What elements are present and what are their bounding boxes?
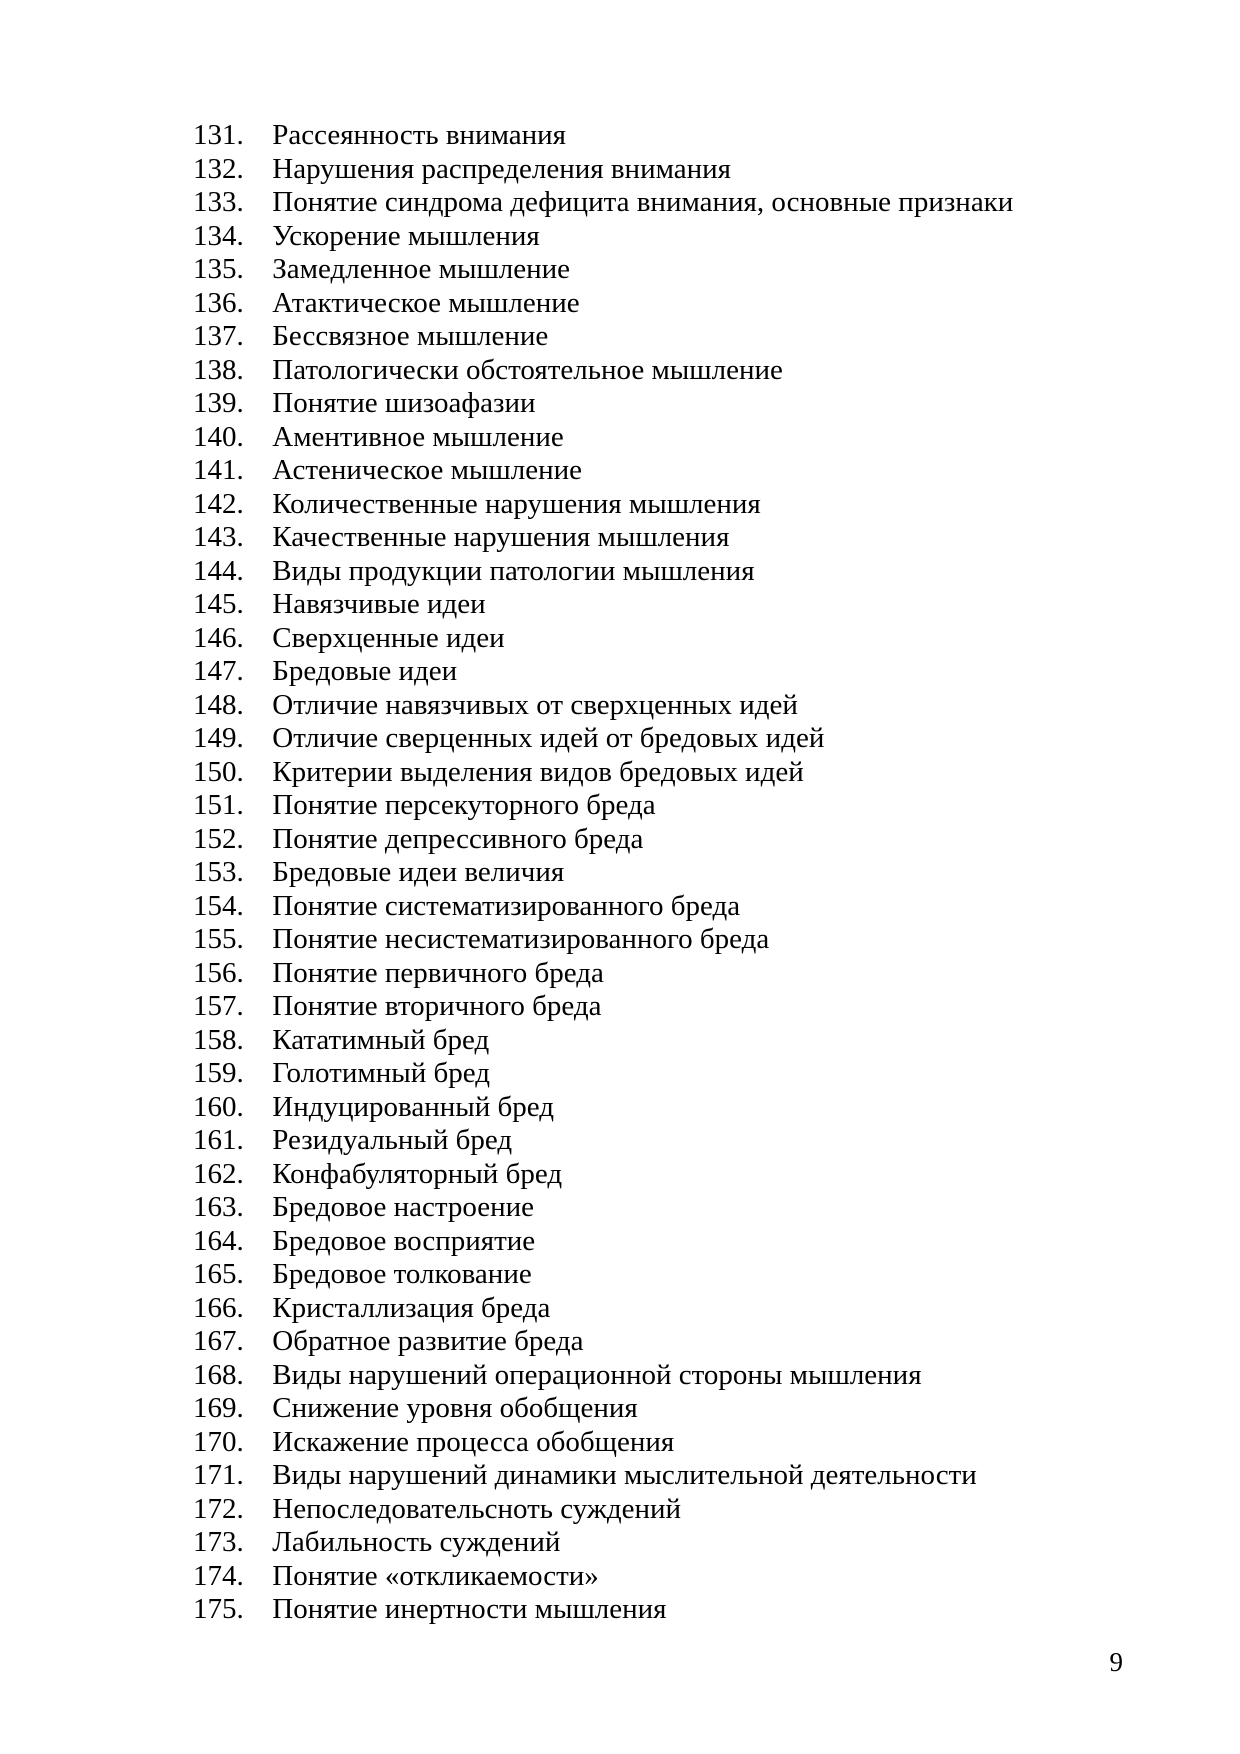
item-text: Бессвязное мышление xyxy=(272,320,549,352)
item-text: Резидуальный бред xyxy=(272,1124,513,1156)
item-text: Замедленное мышление xyxy=(272,253,571,285)
item-text: Виды нарушений динамики мыслительной деятельности xyxy=(272,1459,977,1491)
item-text: Снижение уровня обобщения xyxy=(272,1392,638,1424)
item-text: Понятие синдрома дефицита внимания, основные признаки xyxy=(272,186,1014,218)
question-list xyxy=(193,119,1053,1627)
item-text: Аментивное мышление xyxy=(272,420,564,453)
item-number: 150. xyxy=(193,755,244,788)
item-text: Ускорение мышления xyxy=(272,219,540,252)
item-text: Понятие вторичного бреда xyxy=(272,990,602,1022)
item-number: 157. xyxy=(193,990,244,1022)
item-number: 172. xyxy=(193,1492,244,1525)
item-text: Отличие навязчивых от сверхценных идей xyxy=(272,688,798,721)
list-item xyxy=(193,454,1053,488)
item-text: Бредовое восприятие xyxy=(272,1224,536,1257)
item-number: 140. xyxy=(193,420,244,453)
item-text: Понятие систематизированного бреда xyxy=(272,889,741,922)
list-item xyxy=(193,655,1053,689)
item-text: Непоследовательсноть суждений xyxy=(272,1492,682,1525)
item-text: Качественные нарушения мышления xyxy=(272,521,730,553)
list-item xyxy=(193,588,1053,622)
list-item xyxy=(193,220,1053,254)
list-item xyxy=(193,119,1053,153)
list-item xyxy=(193,1124,1053,1158)
list-item xyxy=(193,1325,1053,1359)
item-number: 131. xyxy=(193,119,244,151)
list-item xyxy=(193,1024,1053,1058)
item-text: Бредовое настроение xyxy=(272,1191,535,1223)
item-text: Критерии выделения видов бредовых идей xyxy=(272,755,804,788)
list-item xyxy=(193,320,1053,354)
item-text: Понятие персекуторного бреда xyxy=(272,789,656,821)
item-text: Нарушения распределения внимания xyxy=(272,152,731,185)
item-text: Искажение процесса обобщения xyxy=(272,1425,675,1458)
item-text: Обратное развитие бреда xyxy=(272,1325,584,1357)
item-number: 158. xyxy=(193,1023,244,1056)
item-number: 138. xyxy=(193,353,244,386)
item-number: 159. xyxy=(193,1057,244,1089)
item-number: 144. xyxy=(193,554,244,587)
list-item xyxy=(193,689,1053,723)
list-item xyxy=(193,1392,1053,1426)
item-text: Бредовые идеи xyxy=(272,655,458,687)
list-item xyxy=(193,1493,1053,1527)
item-text: Понятие первичного бреда xyxy=(272,956,604,989)
item-text: Навязчивые идеи xyxy=(272,588,486,620)
item-number: 134. xyxy=(193,219,244,252)
item-text: Кататимный бред xyxy=(272,1023,490,1056)
list-item xyxy=(193,1459,1053,1493)
list-item xyxy=(193,1258,1053,1292)
item-number: 133. xyxy=(193,186,244,218)
item-number: 164. xyxy=(193,1224,244,1257)
item-text: Бредовые идеи величия xyxy=(272,856,565,888)
item-number: 148. xyxy=(193,688,244,721)
item-text: Лабильность суждений xyxy=(272,1526,561,1558)
item-text: Количественные нарушения мышления xyxy=(272,487,761,520)
list-item xyxy=(193,1225,1053,1259)
list-item xyxy=(193,387,1053,421)
list-item xyxy=(193,957,1053,991)
item-text: Понятие инертности мышления xyxy=(272,1593,667,1625)
list-item xyxy=(193,1292,1053,1326)
list-item xyxy=(193,421,1053,455)
list-item xyxy=(193,521,1053,555)
item-number: 174. xyxy=(193,1559,244,1592)
list-item xyxy=(193,186,1053,220)
item-text: Бредовое толкование xyxy=(272,1258,532,1290)
item-number: 146. xyxy=(193,621,244,654)
item-number: 162. xyxy=(193,1157,244,1190)
item-number: 160. xyxy=(193,1090,244,1123)
item-number: 132. xyxy=(193,152,244,185)
list-item xyxy=(193,756,1053,790)
list-item xyxy=(193,1560,1053,1594)
item-number: 170. xyxy=(193,1425,244,1458)
list-item xyxy=(193,622,1053,656)
item-number: 168. xyxy=(193,1358,244,1391)
list-item xyxy=(193,354,1053,388)
list-item xyxy=(193,1526,1053,1560)
item-number: 136. xyxy=(193,286,244,319)
item-text: Сверхценные идеи xyxy=(272,621,505,654)
list-item xyxy=(193,789,1053,823)
item-number: 155. xyxy=(193,923,244,955)
list-item xyxy=(193,823,1053,857)
item-number: 137. xyxy=(193,320,244,352)
item-number: 173. xyxy=(193,1526,244,1558)
list-item xyxy=(193,1191,1053,1225)
item-number: 141. xyxy=(193,454,244,486)
list-item xyxy=(193,253,1053,287)
item-text: Понятие шизоафазии xyxy=(272,387,536,419)
item-number: 167. xyxy=(193,1325,244,1357)
item-number: 161. xyxy=(193,1124,244,1156)
list-item xyxy=(193,1057,1053,1091)
item-number: 154. xyxy=(193,889,244,922)
item-text: Понятие «откликаемости» xyxy=(272,1559,599,1592)
item-number: 143. xyxy=(193,521,244,553)
list-item xyxy=(193,722,1053,756)
item-number: 135. xyxy=(193,253,244,285)
item-number: 166. xyxy=(193,1291,244,1324)
list-item xyxy=(193,1091,1053,1125)
item-number: 151. xyxy=(193,789,244,821)
item-number: 142. xyxy=(193,487,244,520)
list-item xyxy=(193,287,1053,321)
item-number: 152. xyxy=(193,822,244,855)
item-number: 145. xyxy=(193,588,244,620)
item-number: 153. xyxy=(193,856,244,888)
item-number: 169. xyxy=(193,1392,244,1424)
item-text: Рассеянность внимания xyxy=(272,119,566,151)
list-item xyxy=(193,923,1053,957)
item-text: Отличие сверценных идей от бредовых идей xyxy=(272,722,825,754)
item-text: Понятие депрессивного бреда xyxy=(272,822,644,855)
item-text: Индуцированный бред xyxy=(272,1090,554,1123)
item-number: 165. xyxy=(193,1258,244,1290)
item-number: 171. xyxy=(193,1459,244,1491)
list-item xyxy=(193,1158,1053,1192)
list-item xyxy=(193,488,1053,522)
item-text: Астеническое мышление xyxy=(272,454,582,486)
item-text: Атактическое мышление xyxy=(272,286,580,319)
item-number: 156. xyxy=(193,956,244,989)
list-item xyxy=(193,1426,1053,1460)
item-number: 163. xyxy=(193,1191,244,1223)
item-number: 175. xyxy=(193,1593,244,1625)
list-item xyxy=(193,856,1053,890)
list-item xyxy=(193,1359,1053,1393)
list-item xyxy=(193,990,1053,1024)
list-item xyxy=(193,555,1053,589)
item-text: Голотимный бред xyxy=(272,1057,490,1089)
item-text: Виды продукции патологии мышления xyxy=(272,554,755,587)
item-number: 139. xyxy=(193,387,244,419)
item-text: Конфабуляторный бред xyxy=(272,1157,563,1190)
list-item xyxy=(193,153,1053,187)
item-text: Патологически обстоятельное мышление xyxy=(272,353,783,386)
item-number: 147. xyxy=(193,655,244,687)
page-number: 9 xyxy=(1109,1647,1123,1677)
list-item xyxy=(193,890,1053,924)
list-item xyxy=(193,1593,1053,1627)
item-text: Виды нарушений операционной стороны мышления xyxy=(272,1358,922,1391)
item-number: 149. xyxy=(193,722,244,754)
item-text: Кристаллизация бреда xyxy=(272,1291,551,1324)
item-text: Понятие несистематизированного бреда xyxy=(272,923,770,955)
